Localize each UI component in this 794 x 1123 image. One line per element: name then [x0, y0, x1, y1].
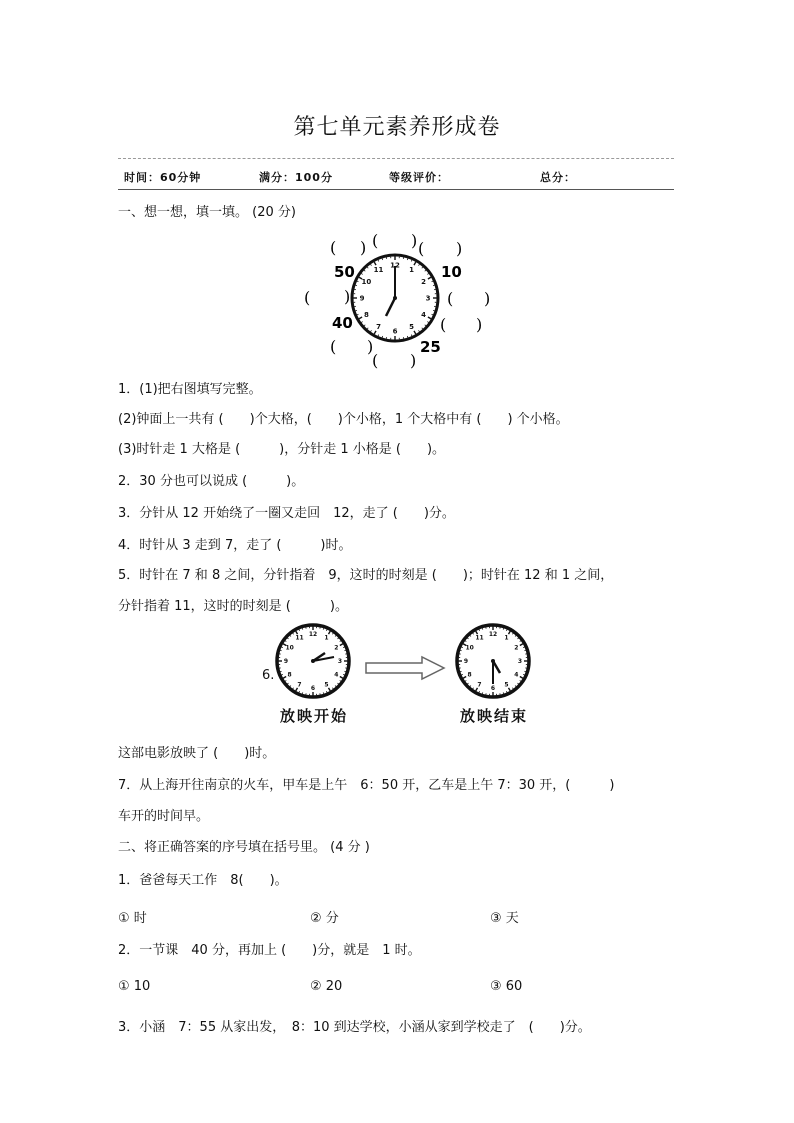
clock-numeral: 7	[297, 681, 302, 689]
clock-numeral: 9	[359, 294, 365, 303]
clock-numeral: 4	[334, 671, 339, 679]
hour-tick	[329, 688, 331, 691]
minute-tick	[378, 260, 379, 261]
blank-paren: (	[440, 315, 447, 334]
minute-tick	[422, 267, 423, 268]
clock-numeral: 8	[363, 310, 369, 319]
clock-numeral: 4	[514, 671, 519, 679]
minute-tick	[506, 629, 507, 630]
choice-option: ① 10	[118, 979, 151, 994]
question-5-line2: 分针指着 11，这时的时刻是 ( )。	[118, 599, 348, 614]
clock-numeral: 11	[373, 265, 384, 274]
clock-numeral: 11	[295, 634, 304, 642]
hour-tick	[283, 677, 286, 679]
clock-numeral: 9	[463, 658, 469, 666]
hour-tick	[359, 317, 362, 319]
minute-tick	[512, 688, 513, 689]
clock-numeral: 12	[390, 261, 400, 270]
caption-end: 放映结束	[460, 707, 529, 725]
choice-option: ③ 60	[490, 979, 523, 994]
minute-tick	[467, 683, 468, 684]
minute-tick	[479, 629, 480, 630]
minute-tick	[364, 270, 365, 271]
question-6-text: 这部电影放映了 ( )时。	[118, 746, 276, 761]
minute-tick	[461, 674, 462, 675]
minute-tick	[287, 638, 288, 639]
hour-tick	[509, 688, 511, 691]
clock-numeral: 8	[467, 671, 472, 679]
minute-tick	[470, 686, 471, 687]
minute-tick	[432, 314, 433, 315]
choice-option: ② 20	[310, 979, 343, 994]
start-clock	[272, 620, 354, 702]
minute-tick	[281, 647, 282, 648]
clock-numeral: 10	[361, 277, 372, 286]
blank-paren: )	[410, 351, 417, 370]
clock-numeral: 8	[287, 671, 292, 679]
page-title: 第七单元素养形成卷	[293, 115, 501, 140]
minute-label-40: 40	[332, 314, 353, 332]
minute-tick	[367, 328, 368, 329]
hour-tick	[414, 262, 416, 265]
caption-start: 放映开始	[280, 707, 349, 725]
minute-tick	[518, 683, 519, 684]
clock-numeral: 1	[409, 265, 414, 274]
minute-tick	[422, 328, 423, 329]
minute-tick	[523, 647, 524, 648]
info-total: 总分：	[540, 171, 576, 184]
hour-tick	[329, 631, 331, 634]
minute-tick	[371, 264, 372, 265]
minute-tick	[293, 633, 294, 634]
hour-tick	[340, 677, 343, 679]
clock-numeral: 5	[504, 681, 509, 689]
minute-tick	[425, 325, 426, 326]
question-7-line1: 7．从上海开往南京的火车，甲车是上午 6：50 开，乙车是上午 7：30 开，( )	[118, 778, 615, 793]
minute-tick	[367, 267, 368, 268]
minute-tick	[518, 638, 519, 639]
minute-tick	[343, 647, 344, 648]
blank-paren: )	[360, 238, 367, 257]
minute-tick	[461, 647, 462, 648]
hour-tick	[374, 331, 376, 334]
choice-option: ③ 天	[490, 911, 519, 926]
minute-tick	[338, 638, 339, 639]
minute-tick	[425, 270, 426, 271]
big-clock-figure	[300, 228, 500, 370]
hour-tick	[428, 277, 431, 279]
question-2: 2．30 分也可以说成 ( )。	[118, 474, 305, 489]
minute-tick	[281, 674, 282, 675]
minute-tick	[293, 688, 294, 689]
question-7-line2: 车开的时间早。	[118, 809, 210, 824]
minute-tick	[340, 641, 341, 642]
minute-tick	[332, 688, 333, 689]
section1-heading: 一、想一想，填一填。 (20 分)	[118, 205, 296, 220]
end-clock	[452, 620, 534, 702]
minute-tick	[419, 330, 420, 331]
minute-tick	[364, 325, 365, 326]
clock-numeral: 6	[310, 685, 316, 693]
minute-tick	[299, 691, 300, 692]
blank-paren: (	[304, 288, 311, 307]
blank-paren: (	[447, 289, 454, 308]
clock-numeral: 7	[376, 323, 381, 332]
minute-tick	[512, 633, 513, 634]
big-hour-hand	[386, 298, 395, 316]
minute-tick	[332, 633, 333, 634]
clock-numeral: 4	[421, 310, 427, 319]
dashed-divider	[118, 158, 674, 159]
end-hour-hand	[493, 661, 500, 673]
info-grade: 等级评价：	[389, 171, 449, 184]
hour-tick	[520, 644, 523, 646]
hour-tick	[296, 631, 298, 634]
hour-tick	[463, 677, 466, 679]
minute-tick	[411, 335, 412, 336]
minute-tick	[479, 691, 480, 692]
minute-tick	[473, 633, 474, 634]
blank-paren: (	[372, 231, 379, 250]
minute-tick	[361, 322, 362, 323]
clock-numeral: 3	[517, 658, 523, 666]
hour-tick	[428, 317, 431, 319]
minute-tick	[520, 680, 521, 681]
minute-tick	[357, 314, 358, 315]
clock-numeral: 3	[425, 294, 431, 303]
info-full-score: 满分：100分	[259, 171, 333, 184]
minute-label-25: 25	[420, 338, 441, 356]
minute-tick	[343, 674, 344, 675]
clock-numeral: 2	[514, 644, 519, 652]
clock-numeral: 11	[475, 634, 484, 642]
clock-numeral: 1	[504, 634, 509, 642]
minute-tick	[465, 680, 466, 681]
minute-tick	[340, 680, 341, 681]
minute-tick	[506, 691, 507, 692]
minute-label-50: 50	[334, 263, 355, 281]
question-5-line1: 5．时针在 7 和 8 之间，分针指着 9，这时的时刻是 ( )；时针在 12 和 1 之间，	[118, 568, 614, 583]
clock-numeral: 10	[285, 644, 294, 652]
hour-tick	[509, 631, 511, 634]
hour-tick	[520, 677, 523, 679]
choice-option: ① 时	[118, 911, 147, 926]
blank-paren: )	[456, 239, 463, 258]
minute-tick	[520, 641, 521, 642]
minute-tick	[371, 330, 372, 331]
blank-paren: )	[476, 315, 483, 334]
minute-tick	[290, 635, 291, 636]
hour-tick	[340, 644, 343, 646]
minute-tick	[357, 281, 358, 282]
clock-numeral: 7	[477, 681, 482, 689]
minute-tick	[419, 264, 420, 265]
clock-numeral: 9	[283, 658, 289, 666]
blank-paren: )	[411, 231, 418, 250]
minute-tick	[290, 686, 291, 687]
question-4: 4．时针从 3 走到 7，走了 ( )时。	[118, 538, 352, 553]
arrow-icon	[364, 655, 446, 681]
question-1-2: (2)钟面上一共有 ( )个大格，( )个小格，1 个大格中有 ( ) 个小格。	[118, 412, 569, 427]
minute-tick	[432, 281, 433, 282]
clock-numeral: 2	[334, 644, 339, 652]
minute-tick	[465, 641, 466, 642]
minute-tick	[326, 629, 327, 630]
minute-tick	[285, 641, 286, 642]
minute-tick	[515, 686, 516, 687]
question-6-number: 6.	[262, 668, 275, 683]
clock-numeral: 10	[465, 644, 474, 652]
minute-tick	[287, 683, 288, 684]
clock-numeral: 12	[308, 631, 318, 639]
minute-tick	[473, 688, 474, 689]
minute-tick	[335, 686, 336, 687]
hour-tick	[374, 262, 376, 265]
minute-tick	[378, 335, 379, 336]
minute-tick	[467, 638, 468, 639]
question-1-1: 1．(1)把右图填写完整。	[118, 382, 262, 397]
minute-tick	[338, 683, 339, 684]
minute-label-10: 10	[441, 263, 462, 281]
minute-tick	[326, 691, 327, 692]
blank-paren: (	[330, 337, 337, 356]
info-time: 时间：60分钟	[124, 171, 202, 184]
minute-tick	[361, 274, 362, 275]
solid-divider	[118, 189, 674, 190]
minute-tick	[411, 260, 412, 261]
hour-tick	[476, 631, 478, 634]
question-3: 3．分针从 12 开始绕了一圈又走回 12，走了 ( )分。	[118, 506, 455, 521]
blank-paren: )	[367, 337, 374, 356]
clock-numeral: 3	[337, 658, 343, 666]
question-1-3: (3)时针走 1 大格是 ( )，分针走 1 小格是 ( )。	[118, 442, 446, 457]
choice-option: ② 分	[310, 911, 339, 926]
clock-numeral: 1	[324, 634, 329, 642]
blank-paren: (	[330, 238, 337, 257]
clock-numeral: 5	[324, 681, 329, 689]
clock-numeral: 2	[421, 277, 427, 286]
clock-numeral: 5	[409, 323, 414, 332]
minute-tick	[515, 635, 516, 636]
minute-tick	[299, 629, 300, 630]
clock-numeral: 6	[490, 685, 496, 693]
blank-paren: (	[418, 239, 425, 258]
minute-tick	[285, 680, 286, 681]
clock-numeral: 12	[488, 631, 498, 639]
big-clock-face	[352, 255, 438, 341]
minute-tick	[427, 322, 428, 323]
hour-tick	[414, 331, 416, 334]
blank-paren: )	[344, 287, 351, 306]
minute-tick	[335, 635, 336, 636]
blank-paren: )	[484, 289, 491, 308]
minute-tick	[427, 274, 428, 275]
section2-heading: 二、将正确答案的序号填在括号里。 (4 分 )	[118, 840, 370, 855]
minute-tick	[470, 635, 471, 636]
minute-tick	[523, 674, 524, 675]
blank-paren: (	[372, 351, 379, 370]
choice-question-3: 3．小涵 7：55 从家出发， 8：10 到达学校，小涵从家到学校走了 ( )分。	[118, 1020, 591, 1035]
clock-numeral: 6	[392, 327, 398, 336]
choice-question-2: 2．一节课 40 分，再加上 ( )分，就是 1 时。	[118, 943, 421, 958]
choice-question-1: 1．爸爸每天工作 8( )。	[118, 873, 288, 888]
